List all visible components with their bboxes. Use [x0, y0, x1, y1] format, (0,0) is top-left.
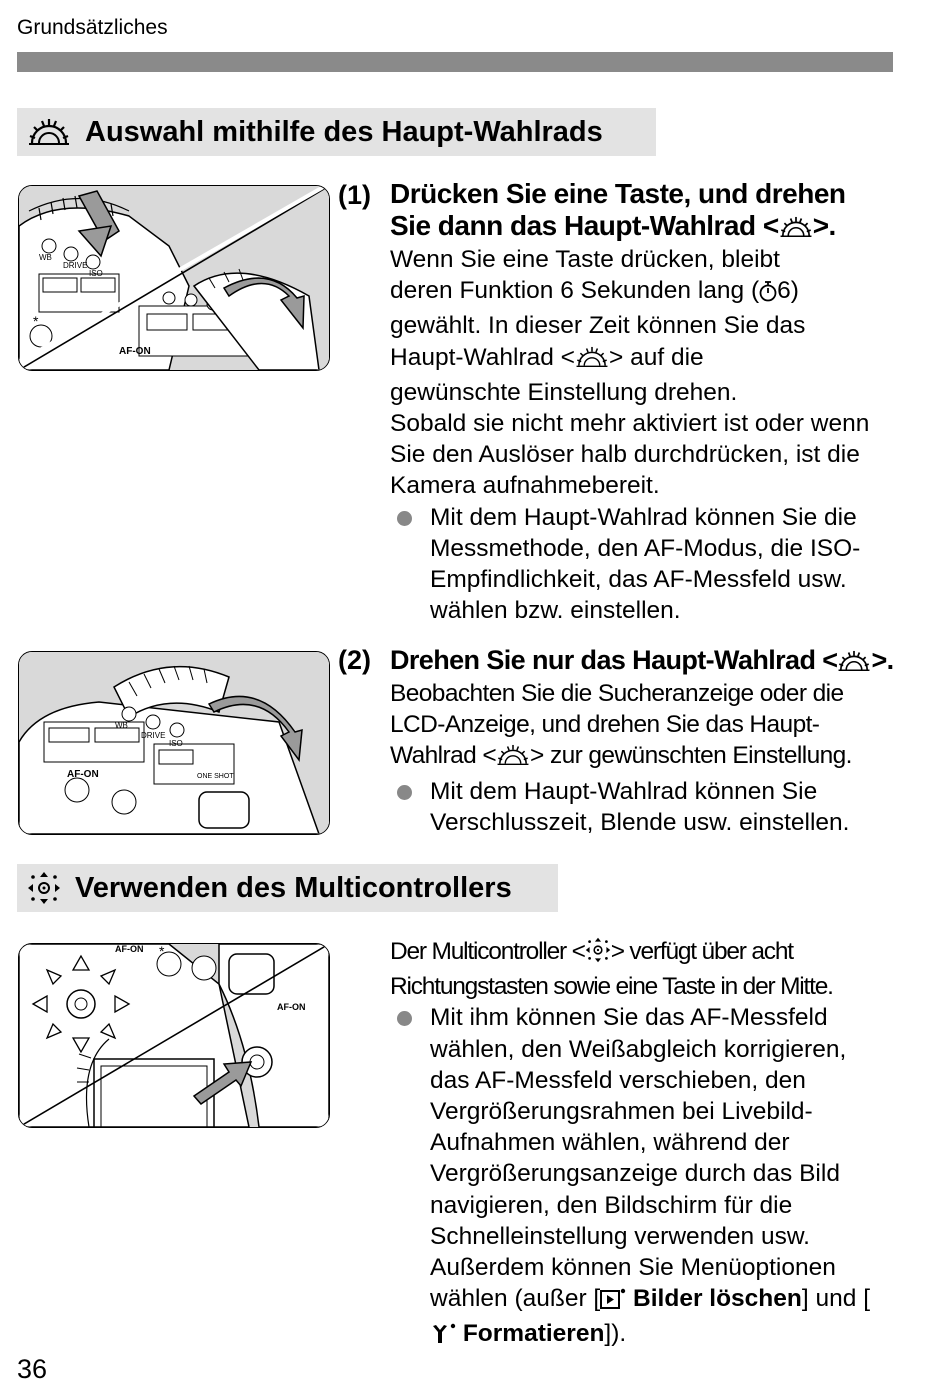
step2-p1-line3	[390, 740, 920, 775]
section2-body	[390, 936, 920, 1354]
illus2-label-drive: DRIVE	[141, 731, 166, 740]
section-label: Grundsätzliches	[17, 16, 168, 39]
bullet-icon	[397, 1011, 412, 1026]
step1-bullet-text: Mit dem Haupt-Wahlrad können Sie die Messmethode, den AF-Modus, die ISO-Empfindlichkeit, das AF-Messfeld usw. wählen bzw. einstellen.	[430, 503, 861, 625]
step1-p1-line2-post: )	[790, 277, 799, 305]
section2-end: ]).	[604, 1320, 627, 1348]
bullet-icon	[397, 511, 412, 526]
step2-bullet-text: Mit dem Haupt-Wahlrad können Sie Verschlusszeit, Blende usw. einstellen.	[430, 777, 850, 836]
section2-between: ] und	[801, 1285, 857, 1313]
step2-body	[390, 678, 920, 838]
section2-heading	[17, 864, 558, 912]
header-bar	[17, 52, 893, 72]
camera-back-illustration	[18, 943, 330, 1128]
step2-bullet	[390, 776, 910, 838]
multi-controller-icon	[585, 937, 611, 971]
step1-p1-line1: Wenn Sie eine Taste drücken, bleibt	[390, 246, 780, 273]
camera-top-illustration-2	[18, 651, 330, 835]
main-dial-icon	[496, 743, 530, 775]
section2-bracket-open: [	[863, 1285, 870, 1313]
illus1-label-iso: ISO	[89, 269, 103, 278]
step2-number: (2)	[338, 645, 371, 675]
multi-controller-icon	[27, 871, 61, 905]
menu-format: Formatieren	[462, 1320, 605, 1348]
step1-body	[390, 244, 910, 626]
menu-delete-images: Bilder löschen	[633, 1285, 802, 1313]
step2-p1-line1: Beobachten Sie die Sucheranzeige oder die	[390, 680, 844, 707]
step1-title-line2-post: >.	[812, 210, 836, 241]
step1-title-line2-pre: Sie dann das Haupt-Wahlrad <	[390, 210, 779, 241]
step1-p1-line3: gewählt. In dieser Zeit können Sie das	[390, 312, 806, 340]
step2-p1-line3-pre: Wahlrad <	[390, 742, 497, 770]
illus2-label-wb: WB	[115, 721, 128, 730]
section2-intro-line1-pre: Der Multicontroller <	[390, 938, 585, 965]
timer-value: 6	[777, 277, 791, 305]
step2-title	[390, 644, 930, 680]
main-dial-icon	[779, 214, 813, 246]
svg-text:*: *	[33, 313, 39, 329]
setup-wrench-icon	[430, 1322, 456, 1353]
step1-p1-line2	[390, 275, 910, 310]
illus3-label-af-on-1: AF-ON	[115, 944, 144, 954]
step2-p1-line2: LCD-Anzeige, und drehen Sie das Haupt-	[390, 711, 820, 739]
step2-title-post: >.	[871, 645, 894, 675]
step2-title-pre: Drehen Sie nur das Haupt-Wahlrad <	[390, 645, 838, 675]
main-dial-icon	[837, 648, 871, 680]
step1-p1-line4	[390, 342, 910, 377]
illus1-label-af-on: AF-ON	[119, 346, 151, 357]
step1-p1-line4-post: > auf die	[608, 343, 704, 371]
section2-bullet-text: Mit ihm können Sie das AF-Messfeld wählen, den Weißabgleich korrigieren, das AF-Messfeld verschieben, den Vergrößerungsrahmen bei Livebild-Aufnahmen wählen, während der Vergrößerungsanzeige durch das Bild navigieren, den Bildschirm für die Schnelleinstellung verwenden usw. Außerdem können Sie Menüoptionen wählen (außer [	[430, 1004, 847, 1313]
illus2-label-iso: ISO	[169, 739, 183, 748]
illus2-label-af-on: AF-ON	[67, 769, 99, 780]
section2-title: Verwenden des Multicontrollers	[75, 871, 512, 904]
step1-title-line2	[390, 210, 910, 246]
illus3-label-af-on-2: AF-ON	[277, 1002, 306, 1012]
step1-bullet	[390, 502, 910, 627]
step1-title	[390, 178, 910, 246]
step1-number: (1)	[338, 180, 371, 210]
illus2-label-one-shot: ONE SHOT	[197, 773, 234, 780]
section2-intro-line2: Richtungstasten sowie eine Taste in der Mitte.	[390, 973, 833, 1001]
step1-p1-line2-pre: deren Funktion 6 Sekunden lang (	[390, 277, 760, 305]
main-dial-icon	[575, 345, 609, 377]
illus1-label-wb: WB	[39, 253, 52, 262]
page-number: 36	[17, 1354, 48, 1384]
section2-intro-line1-post: > verfügt über acht	[610, 938, 793, 965]
section1-title: Auswahl mithilfe des Haupt-Wahlrads	[85, 115, 603, 148]
step1-title-line1: Drücken Sie eine Taste, und drehen	[390, 178, 846, 209]
svg-text:*: *	[159, 944, 165, 959]
section1-heading	[17, 108, 656, 156]
playback-icon	[600, 1287, 626, 1318]
bullet-icon	[397, 785, 412, 800]
section2-intro-line1	[390, 936, 920, 971]
step2-p1-line3-post: > zur gewünschten Einstellung.	[530, 742, 852, 770]
camera-top-illustration-1	[18, 185, 330, 371]
main-dial-icon	[27, 117, 71, 147]
step1-p1-line5: gewünschte Einstellung drehen.	[390, 378, 738, 406]
illus1-label-drive: DRIVE	[63, 261, 88, 270]
step1-p2: Sobald sie nicht mehr aktiviert ist oder wenn Sie den Auslöser halb durchdrücken, ist die Kamera aufnahmebereit.	[390, 410, 870, 500]
timer-icon	[759, 279, 777, 310]
section2-bullet	[390, 1002, 890, 1353]
step1-p1-line4-pre: Haupt-Wahlrad <	[390, 343, 575, 371]
